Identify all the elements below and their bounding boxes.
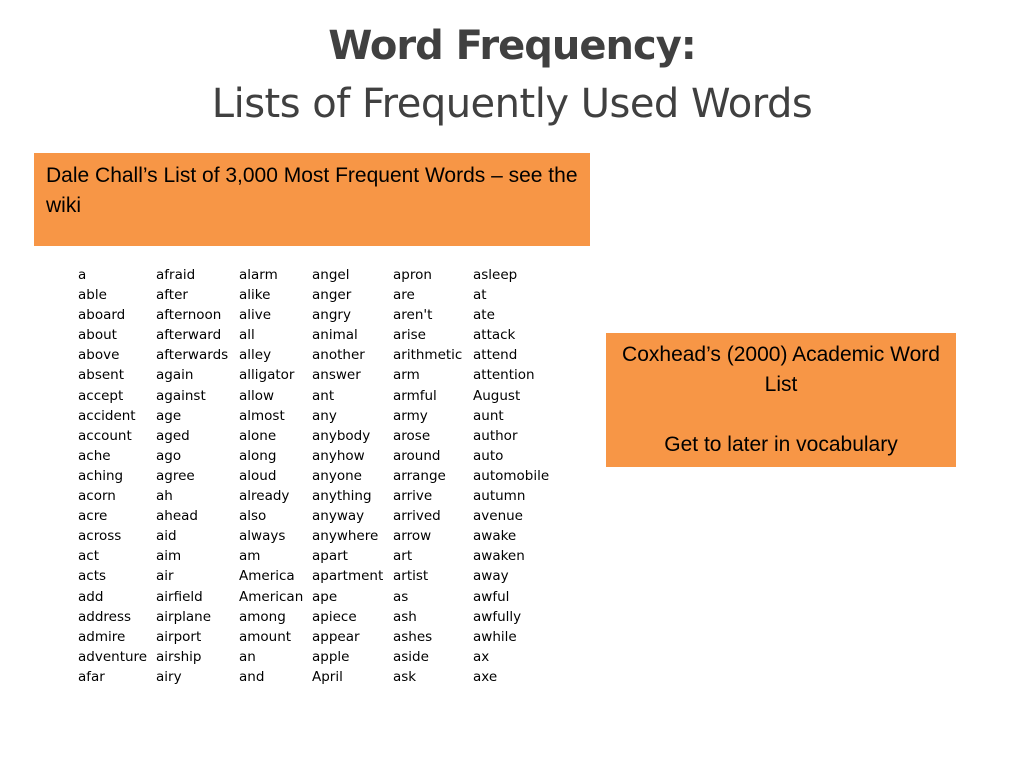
word-item: aren't <box>393 307 433 324</box>
word-item: along <box>239 447 277 464</box>
word-item: ant <box>312 387 335 404</box>
title-main: Word Frequency: <box>328 23 696 69</box>
word-item: any <box>312 407 337 424</box>
word-item: apartment <box>312 568 384 585</box>
word-column <box>78 265 147 687</box>
word-item: awake <box>473 528 517 545</box>
coxhead-callout-title: Coxhead’s (2000) Academic Word List <box>622 343 940 396</box>
word-item: animal <box>312 327 358 344</box>
word-item: ashes <box>393 628 433 645</box>
word-item: also <box>239 508 267 525</box>
word-item: auto <box>473 447 504 464</box>
word-item: away <box>473 568 509 585</box>
word-item: aboard <box>78 307 126 324</box>
word-item: alone <box>239 427 277 444</box>
word-item: arrange <box>393 467 446 484</box>
word-item: acorn <box>78 488 116 505</box>
word-item: afterward <box>156 327 222 344</box>
word-item: apron <box>393 267 432 283</box>
coxhead-callout-note: Get to later in vocabulary <box>664 433 898 456</box>
word-item: airplane <box>156 608 212 625</box>
word-item: among <box>239 608 286 625</box>
word-item: April <box>312 668 343 685</box>
word-item: and <box>239 668 265 685</box>
word-item: arrive <box>393 488 433 505</box>
word-item: arithmetic <box>393 347 463 364</box>
word-item: apple <box>312 648 350 665</box>
word-item: ask <box>393 668 417 685</box>
word-item: ache <box>78 447 111 464</box>
word-item: ahead <box>156 508 198 525</box>
word-item: arrived <box>393 508 441 525</box>
word-item: army <box>393 407 428 424</box>
word-item: arose <box>393 427 431 444</box>
word-item: accident <box>78 407 136 424</box>
word-item: aching <box>78 467 124 484</box>
word-item: acts <box>78 568 107 585</box>
word-item: anyone <box>312 467 362 484</box>
word-item: awhile <box>473 628 517 645</box>
word-column <box>473 265 549 687</box>
word-item: all <box>239 327 255 344</box>
word-item: add <box>78 588 104 605</box>
word-item: alarm <box>239 267 278 283</box>
word-item: attack <box>473 327 516 344</box>
word-column <box>239 265 303 687</box>
word-item: ate <box>473 307 495 324</box>
word-item: attend <box>473 347 518 364</box>
word-item: art <box>393 548 413 565</box>
word-item: amount <box>239 628 292 645</box>
word-item: after <box>156 287 188 304</box>
word-item: absent <box>78 367 125 384</box>
word-item: about <box>78 327 117 344</box>
word-item: aim <box>156 548 182 565</box>
callout-spacer <box>614 400 948 430</box>
coxhead-callout <box>606 333 956 467</box>
word-item: aloud <box>239 467 277 484</box>
word-item: airfield <box>156 588 203 605</box>
word-item: agree <box>156 467 195 484</box>
word-item: August <box>473 387 521 404</box>
word-item: armful <box>393 387 437 404</box>
word-item: adventure <box>78 648 148 665</box>
word-item: around <box>393 447 441 464</box>
word-item: arrow <box>393 528 432 545</box>
word-item: above <box>78 347 120 364</box>
word-item: awfully <box>473 608 522 625</box>
word-item: anger <box>312 287 352 304</box>
word-item: act <box>78 548 99 565</box>
word-column <box>393 265 462 687</box>
word-item: ape <box>312 588 338 605</box>
word-item: anybody <box>312 427 371 444</box>
word-item: age <box>156 407 182 424</box>
dale-chall-callout-text: Dale Chall’s List of 3,000 Most Frequent Words – see the wiki <box>46 164 578 217</box>
word-item: anything <box>312 488 372 505</box>
word-item: acre <box>78 508 108 525</box>
word-item: angry <box>312 307 351 324</box>
word-item: asleep <box>473 267 518 283</box>
word-item: alligator <box>239 367 295 384</box>
word-item: always <box>239 528 286 545</box>
word-item: ago <box>156 447 182 464</box>
word-item: anyway <box>312 508 365 525</box>
word-item: account <box>78 427 132 444</box>
word-item: airship <box>156 648 202 665</box>
word-item: arise <box>393 327 426 344</box>
word-item: able <box>78 287 107 304</box>
word-item: aged <box>156 427 190 444</box>
word-item: afraid <box>156 267 196 283</box>
word-item: appear <box>312 628 360 645</box>
word-item: angel <box>312 267 350 283</box>
word-item: afar <box>78 668 105 685</box>
word-item: against <box>156 387 206 404</box>
word-item: accept <box>78 387 124 404</box>
word-item: answer <box>312 367 361 384</box>
word-item: American <box>239 588 304 605</box>
word-item: at <box>473 287 487 304</box>
word-frequency-table <box>72 265 560 690</box>
word-item: axe <box>473 668 498 685</box>
word-item: address <box>78 608 132 625</box>
word-item: across <box>78 528 122 545</box>
word-item: alley <box>239 347 272 364</box>
word-item: afterwards <box>156 347 229 364</box>
word-item: arm <box>393 367 420 384</box>
word-item: aside <box>393 648 429 665</box>
word-item: airport <box>156 628 202 645</box>
word-item: author <box>473 427 518 444</box>
word-item: artist <box>393 568 429 585</box>
word-item: alive <box>239 307 272 324</box>
word-item: attention <box>473 367 535 384</box>
word-item: apart <box>312 548 348 565</box>
word-item: admire <box>78 628 126 645</box>
word-item: ax <box>473 648 490 665</box>
word-item: as <box>393 588 409 605</box>
slide-title <box>0 18 1024 134</box>
word-item: autumn <box>473 488 526 505</box>
word-item: almost <box>239 407 285 424</box>
word-item: alike <box>239 287 271 304</box>
word-item: a <box>78 267 87 283</box>
word-item: anywhere <box>312 528 379 545</box>
word-item: are <box>393 287 415 304</box>
word-item: again <box>156 367 194 384</box>
title-subtitle: Lists of Frequently Used Words <box>211 81 813 127</box>
word-item: air <box>156 568 174 585</box>
word-item: another <box>312 347 365 364</box>
word-item: aid <box>156 528 177 545</box>
word-item: anyhow <box>312 447 365 464</box>
word-column <box>312 265 383 687</box>
dale-chall-callout <box>34 153 590 246</box>
word-item: apiece <box>312 608 357 625</box>
word-item: airy <box>156 668 182 685</box>
word-item: aunt <box>473 407 504 424</box>
word-item: America <box>239 568 295 585</box>
word-item: allow <box>239 387 275 404</box>
word-item: an <box>239 648 256 665</box>
word-item: avenue <box>473 508 523 525</box>
word-item: automobile <box>473 467 550 484</box>
word-item: already <box>239 488 290 505</box>
word-item: ah <box>156 488 173 505</box>
word-column <box>156 265 228 687</box>
word-item: am <box>239 548 261 565</box>
word-item: ash <box>393 608 417 625</box>
word-item: awaken <box>473 548 525 565</box>
word-item: afternoon <box>156 307 222 324</box>
word-item: awful <box>473 588 510 605</box>
